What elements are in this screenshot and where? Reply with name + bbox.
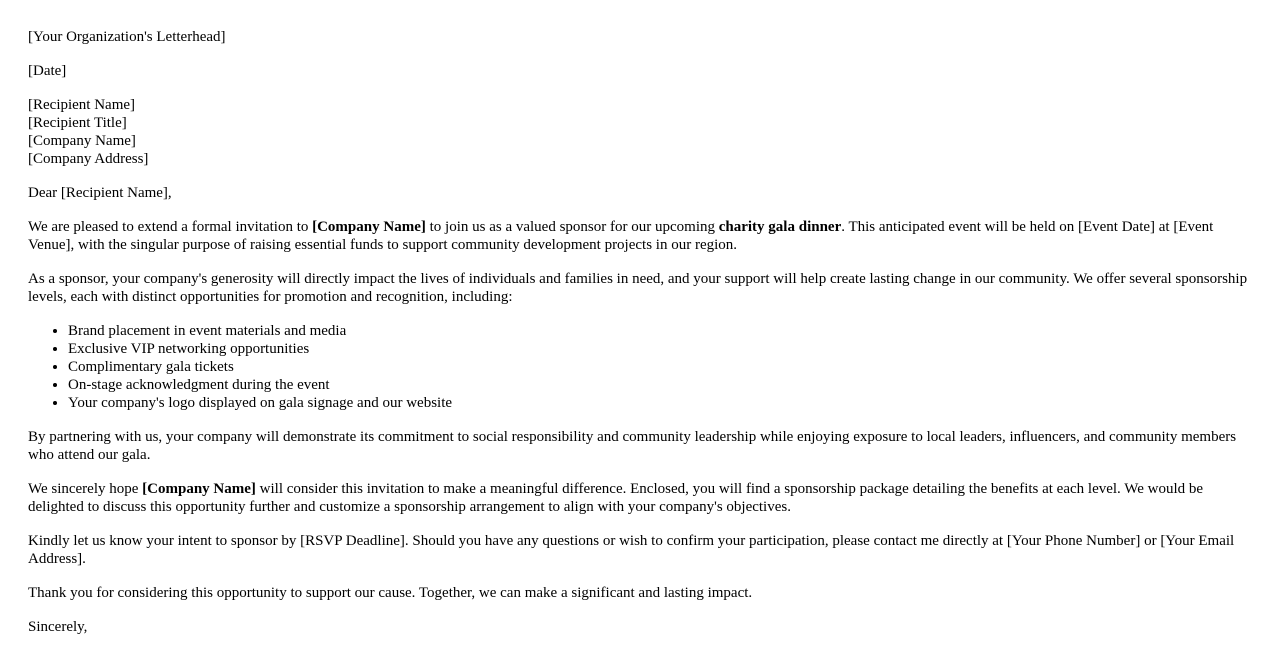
recipient-name: [Recipient Name] bbox=[28, 97, 136, 113]
recipient-company: [Company Name] bbox=[28, 133, 136, 149]
salutation: Dear [Recipient Name], bbox=[28, 185, 172, 201]
company-name-bold-2: [Company Name] bbox=[142, 481, 256, 497]
hope-text-2: will consider this invitation to make a meaningful difference. Enclosed, you will find a sponsorship package detailing the benefits at each level. We would be delighted to discuss this opportunity further and customize a sponsorship arrangement to align with your company's objectives. bbox=[28, 481, 1204, 515]
thanks-paragraph: Thank you for considering this opportunity to support our cause. Together, we can make a significant and lasting impact. bbox=[28, 585, 753, 601]
event-name-bold: charity gala dinner bbox=[718, 219, 842, 235]
invitation-text-3: . This anticipated event will be held on [Event Date] at [Event Venue], with the singular purpose of raising essential funds to support community development projects in our region. bbox=[28, 219, 1214, 253]
invitation-paragraph bbox=[28, 218, 1250, 254]
rsvp-paragraph: Kindly let us know your intent to sponsor by [RSVP Deadline]. Should you have any questions or wish to confirm your participation, please contact me directly at [Your Phone Number] or [Your Email Address]. bbox=[28, 533, 1235, 567]
partnering-paragraph: By partnering with us, your company will demonstrate its commitment to social responsibility and community leadership while enjoying exposure to local leaders, influencers, and community members who attend our gala. bbox=[28, 429, 1237, 463]
benefits-list bbox=[28, 322, 1250, 412]
company-name-bold: [Company Name] bbox=[312, 219, 426, 235]
list-item: • Complimentary gala tickets bbox=[68, 358, 1250, 376]
recipient-address: [Company Address] bbox=[28, 151, 149, 167]
invitation-text-2: to join us as a valued sponsor for our upcoming bbox=[425, 219, 719, 235]
letter-body bbox=[28, 28, 1250, 652]
recipient-block bbox=[28, 96, 1250, 168]
invitation-text-1: We are pleased to extend a formal invitation to bbox=[28, 219, 313, 235]
recipient-title: [Recipient Title] bbox=[28, 115, 127, 131]
hope-paragraph bbox=[28, 480, 1250, 516]
list-item: • Your company's logo displayed on gala signage and our website bbox=[68, 394, 1250, 412]
list-item: • On-stage acknowledgment during the event bbox=[68, 376, 1250, 394]
list-item: • Exclusive VIP networking opportunities bbox=[68, 340, 1250, 358]
letter-date: [Date] bbox=[28, 63, 67, 79]
sponsorship-paragraph: As a sponsor, your company's generosity will directly impact the lives of individuals and families in need, and your support will help create lasting change in our community. We offer several sponsorship levels, each with distinct opportunities for promotion and recognition, including: bbox=[28, 271, 1248, 305]
hope-text-1: We sincerely hope bbox=[28, 481, 143, 497]
letterhead: [Your Organization's Letterhead] bbox=[28, 29, 226, 45]
closing: Sincerely, bbox=[28, 619, 88, 635]
list-item: • Brand placement in event materials and media bbox=[68, 322, 1250, 340]
